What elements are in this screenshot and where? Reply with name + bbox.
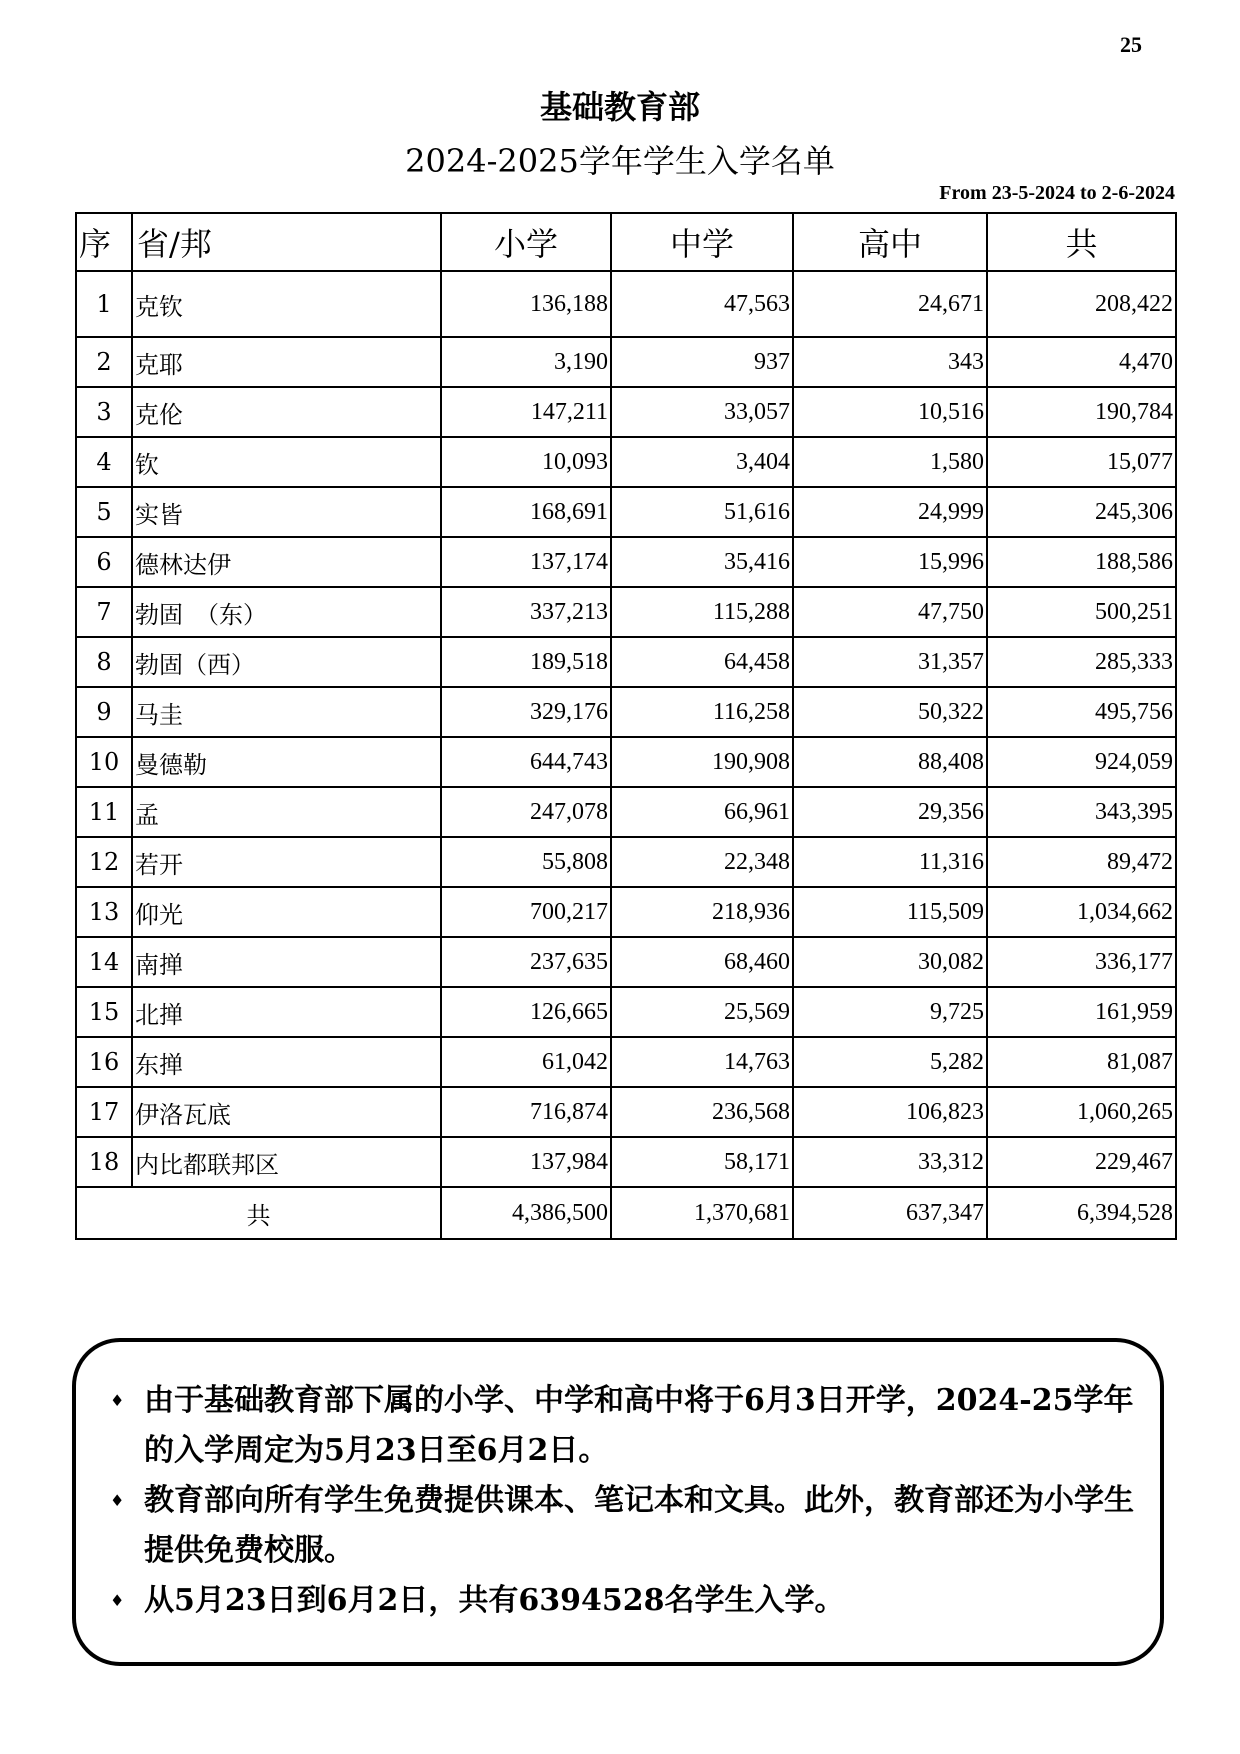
sum-label: 共 [76,1187,441,1239]
province-name: 勃固 （东） [132,587,441,637]
high-count: 47,750 [793,587,987,637]
high-count: 115,509 [793,887,987,937]
note-text: 从5月23日到6月2日，共有6394528名学生入学。 [144,1583,845,1618]
primary-count: 329,176 [441,687,611,737]
high-count: 29,356 [793,787,987,837]
province-name: 北掸 [132,987,441,1037]
row-total: 495,756 [987,687,1176,737]
middle-count: 236,568 [611,1087,793,1137]
page-subtitle: 2024-2025学年学生入学名单 [405,142,835,180]
table-row [76,1137,1176,1187]
note-text: 教育部向所有学生免费提供课本、笔记本和文具。此外，教育部还为小学生提供免费校服。 [144,1483,1134,1568]
header-province: 省/邦 [132,213,441,271]
page-title: 基础教育部 [539,88,700,126]
table-header-row [76,213,1176,271]
province-name: 南掸 [132,937,441,987]
high-count: 343 [793,337,987,387]
date-range: From 23-5-2024 to 2-6-2024 [939,182,1175,204]
row-total: 245,306 [987,487,1176,537]
primary-count: 247,078 [441,787,611,837]
primary-count: 55,808 [441,837,611,887]
row-number: 14 [76,937,132,987]
middle-count: 218,936 [611,887,793,937]
primary-count: 137,984 [441,1137,611,1187]
province-name: 克钦 [132,271,441,337]
high-count: 31,357 [793,637,987,687]
row-number: 5 [76,487,132,537]
middle-count: 58,171 [611,1137,793,1187]
province-name: 曼德勒 [132,737,441,787]
primary-count: 168,691 [441,487,611,537]
middle-count: 68,460 [611,937,793,987]
primary-count: 10,093 [441,437,611,487]
primary-count: 126,665 [441,987,611,1037]
province-name: 仰光 [132,887,441,937]
middle-count: 190,908 [611,737,793,787]
row-total: 1,034,662 [987,887,1176,937]
table-row [76,837,1176,887]
high-count: 88,408 [793,737,987,787]
note-item [110,1576,1138,1626]
middle-count: 33,057 [611,387,793,437]
middle-count: 22,348 [611,837,793,887]
row-number: 9 [76,687,132,737]
province-name: 内比都联邦区 [132,1137,441,1187]
middle-count: 115,288 [611,587,793,637]
middle-count: 937 [611,337,793,387]
high-count: 24,671 [793,271,987,337]
high-count: 9,725 [793,987,987,1037]
primary-count: 644,743 [441,737,611,787]
row-total: 336,177 [987,937,1176,987]
row-total: 500,251 [987,587,1176,637]
row-number: 1 [76,271,132,337]
sum-high: 637,347 [793,1187,987,1239]
province-name: 德林达伊 [132,537,441,587]
high-count: 30,082 [793,937,987,987]
note-text: 由于基础教育部下属的小学、中学和高中将于6月3日开学，2024-25学年的入学周定为5月23日至6月2日。 [144,1383,1134,1468]
primary-count: 716,874 [441,1087,611,1137]
primary-count: 137,174 [441,537,611,587]
note-item [110,1376,1138,1476]
note-item [110,1476,1138,1576]
row-number: 13 [76,887,132,937]
row-total: 229,467 [987,1137,1176,1187]
high-count: 11,316 [793,837,987,887]
row-total: 1,060,265 [987,1087,1176,1137]
row-number: 3 [76,387,132,437]
row-total: 15,077 [987,437,1176,487]
middle-count: 47,563 [611,271,793,337]
row-number: 17 [76,1087,132,1137]
primary-count: 237,635 [441,937,611,987]
province-name: 实皆 [132,487,441,537]
primary-count: 700,217 [441,887,611,937]
table-row [76,387,1176,437]
middle-count: 3,404 [611,437,793,487]
middle-count: 25,569 [611,987,793,1037]
province-name: 勃固（西） [132,637,441,687]
row-number: 8 [76,637,132,687]
middle-count: 66,961 [611,787,793,837]
table-row [76,487,1176,537]
row-total: 4,470 [987,337,1176,387]
province-name: 钦 [132,437,441,487]
header-total: 共 [987,213,1176,271]
diamond-bullet-icon: ♦ [110,1391,125,1410]
primary-count: 337,213 [441,587,611,637]
row-number: 12 [76,837,132,887]
notes-box [72,1338,1164,1666]
table-row [76,937,1176,987]
middle-count: 51,616 [611,487,793,537]
high-count: 15,996 [793,537,987,587]
table-row [76,537,1176,587]
sum-middle: 1,370,681 [611,1187,793,1239]
high-count: 1,580 [793,437,987,487]
row-number: 18 [76,1137,132,1187]
primary-count: 3,190 [441,337,611,387]
middle-count: 116,258 [611,687,793,737]
table-row [76,437,1176,487]
row-total: 81,087 [987,1037,1176,1087]
table-row [76,1037,1176,1087]
province-name: 克耶 [132,337,441,387]
table-row [76,587,1176,637]
primary-count: 189,518 [441,637,611,687]
table-sum-row [76,1187,1176,1239]
sum-total: 6,394,528 [987,1187,1176,1239]
province-name: 东掸 [132,1037,441,1087]
sum-primary: 4,386,500 [441,1187,611,1239]
row-total: 190,784 [987,387,1176,437]
row-number: 16 [76,1037,132,1087]
table-body [76,271,1176,1187]
diamond-bullet-icon: ♦ [110,1591,125,1610]
high-count: 5,282 [793,1037,987,1087]
row-total: 343,395 [987,787,1176,837]
table-row [76,271,1176,337]
header-primary: 小学 [441,213,611,271]
primary-count: 147,211 [441,387,611,437]
province-name: 马圭 [132,687,441,737]
high-count: 10,516 [793,387,987,437]
row-total: 924,059 [987,737,1176,787]
enrollment-table [75,212,1177,1240]
table-row [76,787,1176,837]
header-middle: 中学 [611,213,793,271]
province-name: 孟 [132,787,441,837]
province-name: 克伦 [132,387,441,437]
row-number: 4 [76,437,132,487]
table-row [76,737,1176,787]
diamond-bullet-icon: ♦ [110,1491,125,1510]
table-row [76,987,1176,1037]
row-total: 161,959 [987,987,1176,1037]
middle-count: 14,763 [611,1037,793,1087]
row-number: 6 [76,537,132,587]
province-name: 若开 [132,837,441,887]
header-no: 序 [76,213,132,271]
row-number: 15 [76,987,132,1037]
high-count: 33,312 [793,1137,987,1187]
row-total: 188,586 [987,537,1176,587]
table-row [76,337,1176,387]
province-name: 伊洛瓦底 [132,1087,441,1137]
row-total: 208,422 [987,271,1176,337]
row-number: 2 [76,337,132,387]
row-number: 11 [76,787,132,837]
primary-count: 136,188 [441,271,611,337]
table-row [76,687,1176,737]
header-high: 高中 [793,213,987,271]
primary-count: 61,042 [441,1037,611,1087]
high-count: 24,999 [793,487,987,537]
table-row [76,887,1176,937]
row-total: 285,333 [987,637,1176,687]
table-row [76,637,1176,687]
table-row [76,1087,1176,1137]
row-number: 10 [76,737,132,787]
high-count: 50,322 [793,687,987,737]
high-count: 106,823 [793,1087,987,1137]
row-total: 89,472 [987,837,1176,887]
middle-count: 64,458 [611,637,793,687]
page-number: 25 [1120,32,1142,57]
middle-count: 35,416 [611,537,793,587]
row-number: 7 [76,587,132,637]
